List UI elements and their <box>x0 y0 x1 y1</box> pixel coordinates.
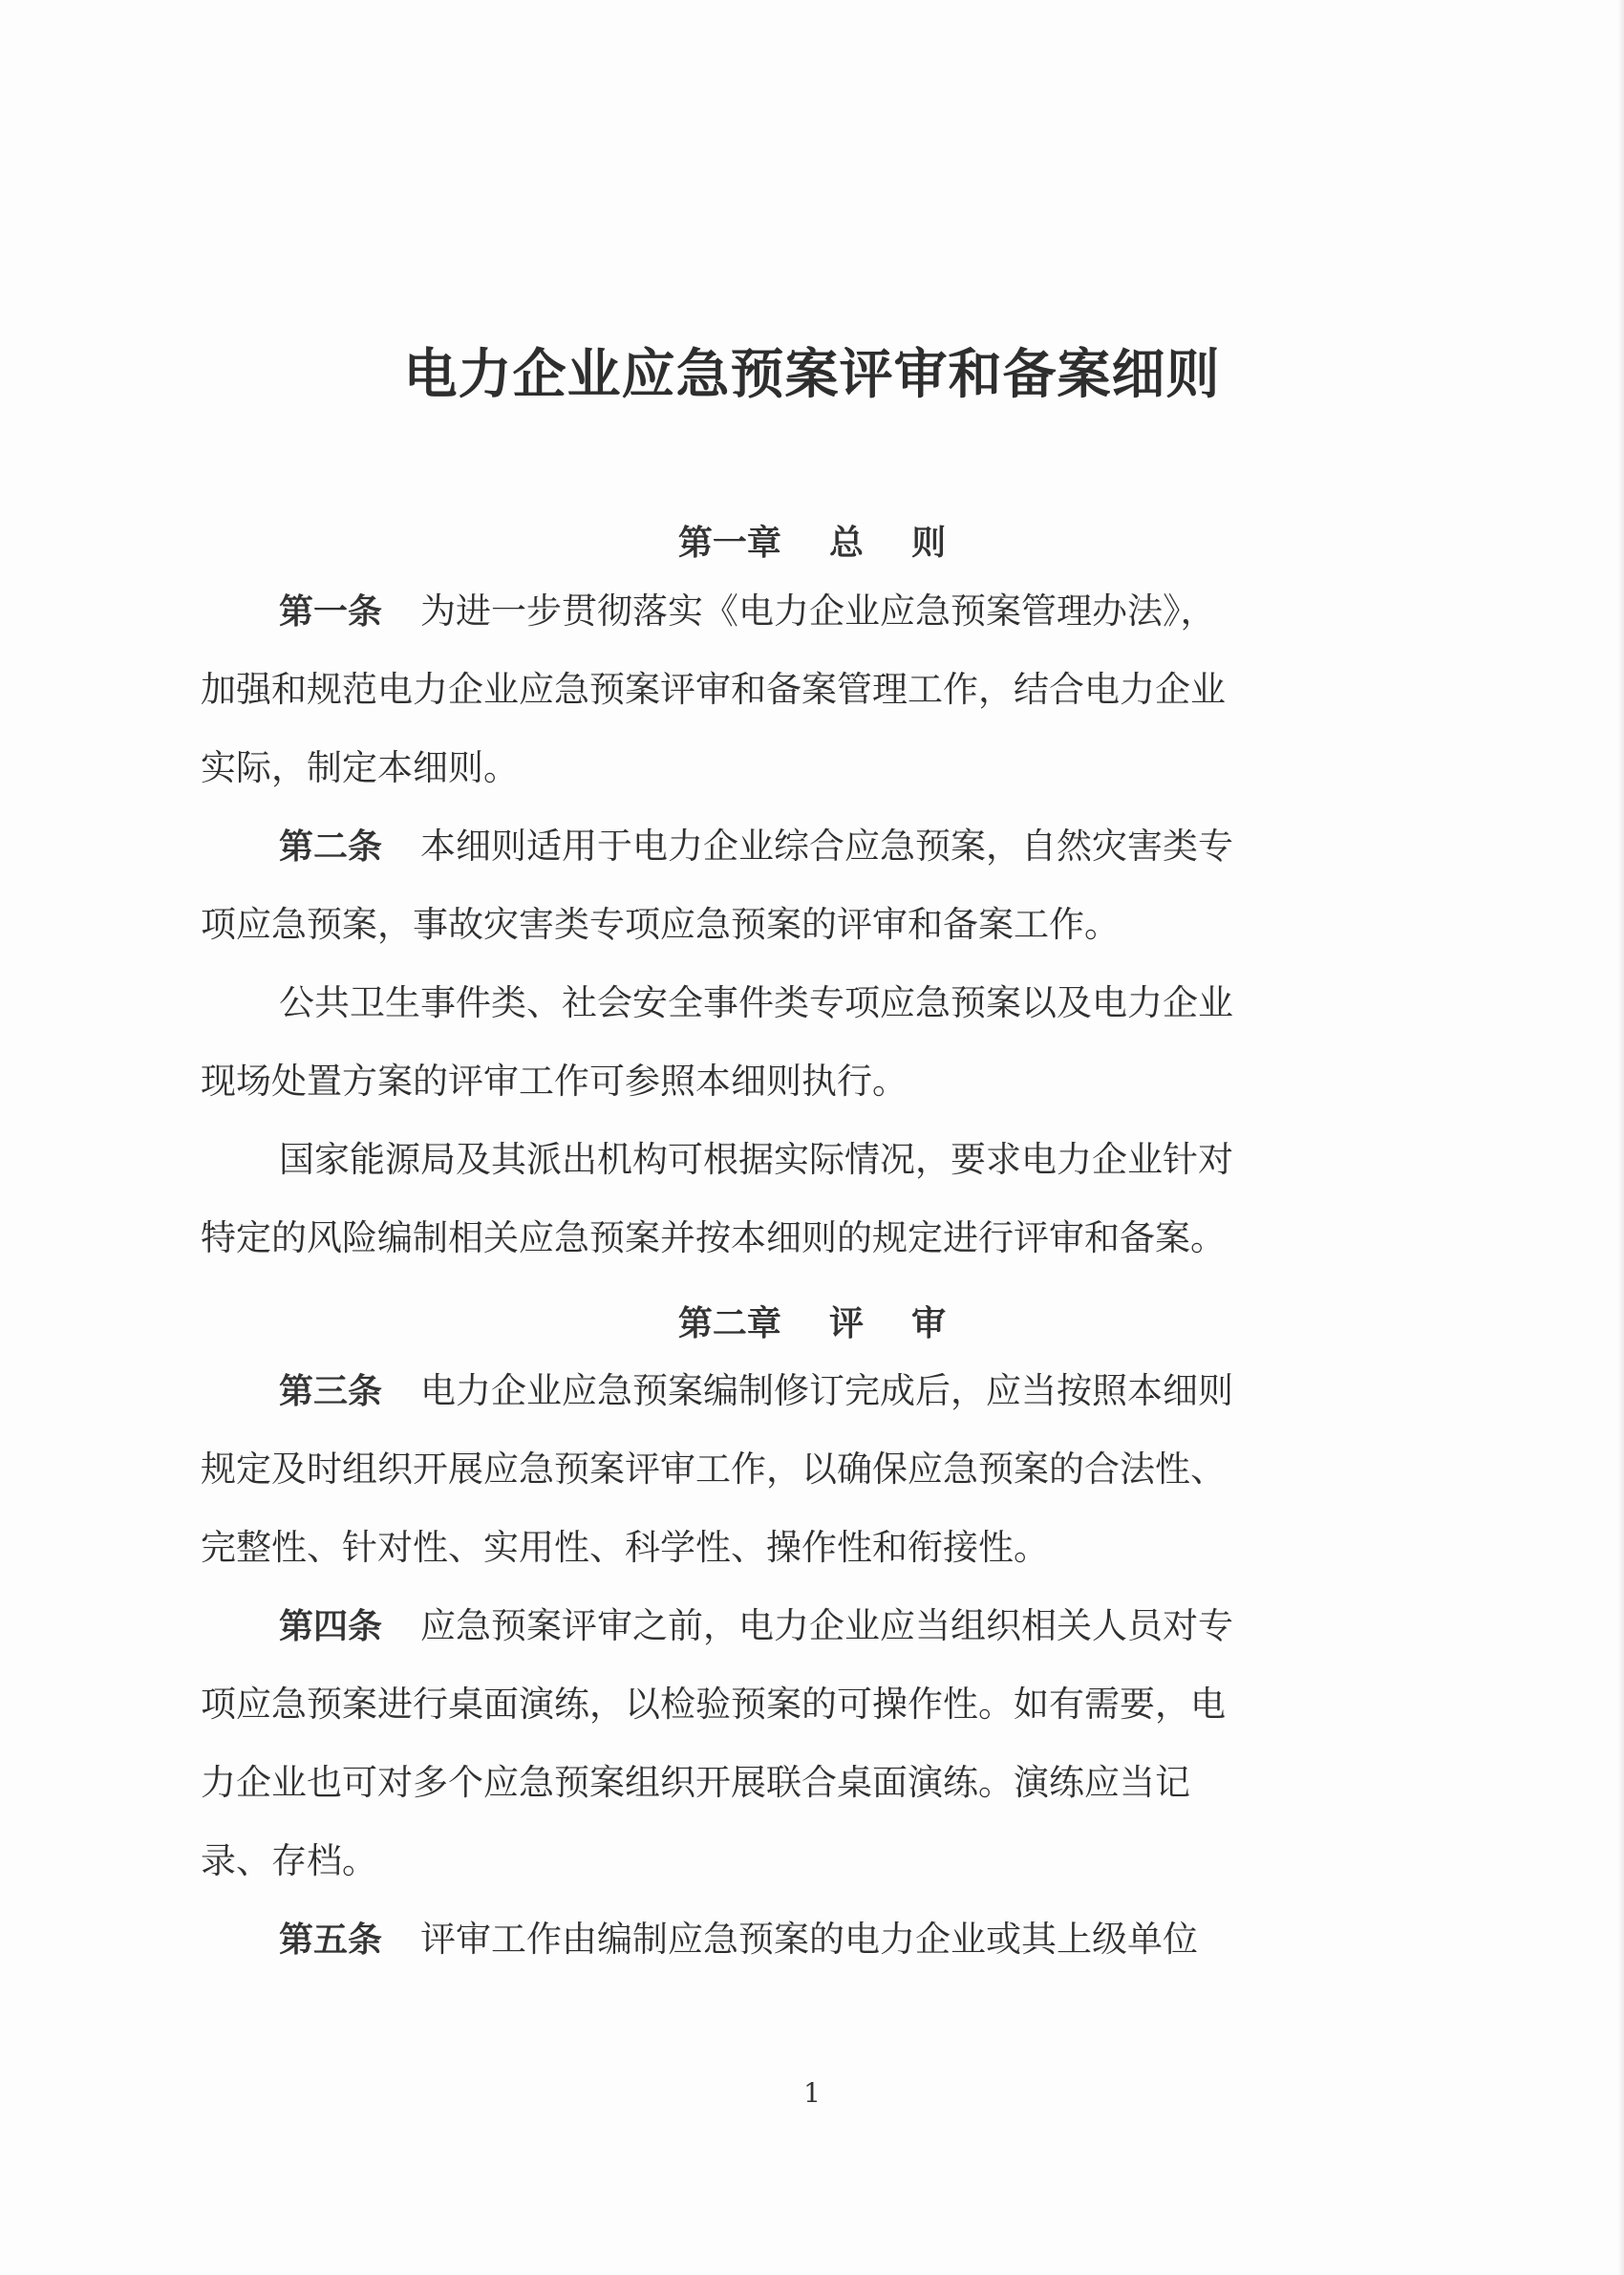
article-text: 电力企业应急预案编制修订完成后，应当按照本细则 <box>420 1370 1234 1411</box>
chapter-heading-1: 第一章 总 则 <box>677 524 947 563</box>
page-number: 1 <box>803 2077 821 2109</box>
paragraph-public-health-line-2: 现场处置方案的评审工作可参照本细则执行。 <box>201 1061 908 1102</box>
article-2-line-1 <box>279 828 1233 865</box>
chapter-heading-2: 第二章 评 审 <box>677 1304 947 1343</box>
article-1-line-3: 实际，制定本细则。 <box>201 747 519 788</box>
article-3-line-3: 完整性、针对性、实用性、科学性、操作性和衔接性。 <box>201 1527 1049 1568</box>
paragraph-energy-admin-line-2: 特定的风险编制相关应急预案并按本细则的规定进行评审和备案。 <box>201 1217 1226 1258</box>
article-text: 评审工作由编制应急预案的电力企业或其上级单位 <box>420 1919 1199 1960</box>
paragraph-energy-admin-line-1: 国家能源局及其派出机构可根据实际情况，要求电力企业针对 <box>279 1139 1233 1180</box>
article-5-line-1 <box>279 1921 1198 1958</box>
article-1-line-2: 加强和规范电力企业应急预案评审和备案管理工作，结合电力企业 <box>201 669 1226 710</box>
article-label: 第一条 <box>279 592 383 632</box>
article-label: 第五条 <box>279 1921 383 1960</box>
article-1-line-1 <box>279 590 1216 632</box>
paragraph-public-health-line-1: 公共卫生事件类、社会安全事件类专项应急预案以及电力企业 <box>279 982 1233 1023</box>
article-3-line-2: 规定及时组织开展应急预案评审工作，以确保应急预案的合法性、 <box>201 1449 1226 1490</box>
article-text: 本细则适用于电力企业综合应急预案，自然灾害类专 <box>420 826 1234 867</box>
article-4-line-3: 力企业也可对多个应急预案组织开展联合桌面演练。演练应当记 <box>201 1762 1190 1803</box>
article-text: 应急预案评审之前，电力企业应当组织相关人员对专 <box>420 1605 1234 1646</box>
article-4-line-4: 录、存档。 <box>201 1840 377 1881</box>
article-text: 为进一步贯彻落实《电力企业应急预案管理办法》， <box>420 590 1216 632</box>
document-title: 电力企业应急预案评审和备案细则 <box>403 344 1221 406</box>
article-label: 第二条 <box>279 827 383 867</box>
article-2-line-2: 项应急预案，事故灾害类专项应急预案的评审和备案工作。 <box>201 904 1120 945</box>
article-4-line-1 <box>279 1605 1234 1646</box>
article-label: 第三条 <box>279 1372 383 1411</box>
article-label: 第四条 <box>279 1607 383 1646</box>
article-4-line-2: 项应急预案进行桌面演练，以检验预案的可操作性。如有需要，电 <box>201 1684 1226 1725</box>
article-3-line-1 <box>279 1370 1234 1411</box>
